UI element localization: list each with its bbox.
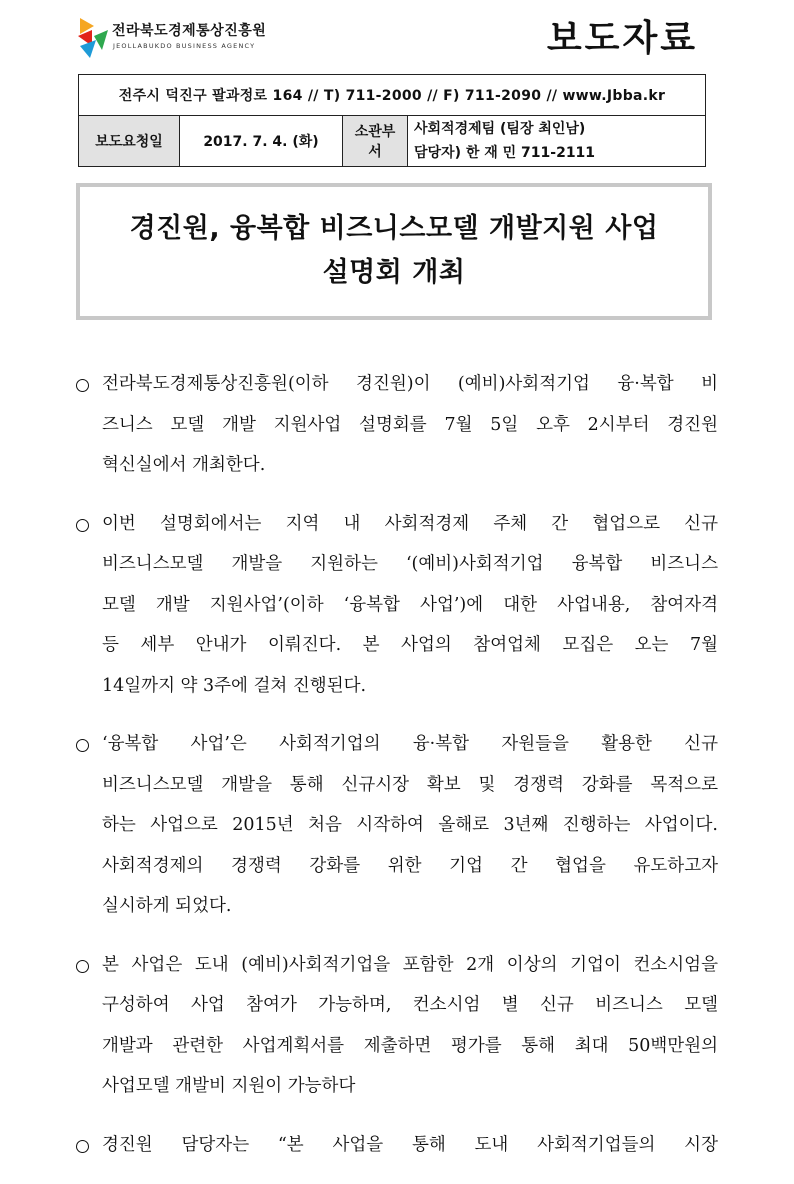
agency-address: 전주시 덕진구 팔과정로 164 // T) 711-2000 // F) 711-2090 // www.Jbba.kr [79, 75, 706, 116]
circle-bullet-icon [76, 504, 102, 707]
circle-bullet-icon [76, 1125, 102, 1167]
request-date: 2017. 7. 4. (화) [180, 116, 343, 167]
headline-box [76, 183, 712, 320]
paragraph-line: 등 세부 안내가 이뤄진다. 본 사업의 참여업체 모집은 오는 7월 [102, 635, 718, 655]
paragraph-line: 모델 개발 지원사업’(이하 ‘융복합 사업’)에 대한 사업내용, 참여자격 [102, 594, 718, 615]
circle-bullet-icon [76, 724, 102, 927]
paragraph-line: 본 사업은 도내 (예비)사회적기업을 포함한 2개 이상의 기업이 컨소시엄을 [102, 954, 718, 975]
paragraph-line: 이번 설명회에서는 지역 내 사회적경제 주체 간 협업으로 신규 [102, 513, 718, 534]
department-label: 소관부서 [343, 116, 408, 167]
paragraph-line: 실시하게 되었다. [102, 896, 232, 916]
paragraph-line: 전라북도경제통상진흥원(이하 경진원)이 (예비)사회적기업 융·복합 비 [102, 374, 718, 394]
article-body [76, 364, 718, 1184]
paragraph-line: 사회적경제의 경쟁력 강화를 위한 기업 간 협업을 유도하고자 [102, 855, 718, 876]
paragraph [76, 364, 718, 486]
paragraph-line: 사업모델 개발비 지원이 가능하다 [102, 1076, 356, 1096]
agency-name: 전라북도경제통상진흥원 [112, 23, 267, 39]
department-name: 사회적경제팀 (팀장 최인남) [414, 121, 586, 137]
headline-line-1: 경진원, 융복합 비즈니스모델 개발지원 사업 [129, 213, 659, 244]
paragraph [76, 1125, 718, 1167]
request-date-label: 보도요청일 [79, 116, 180, 167]
document-type-title: 보도자료 [546, 18, 698, 59]
paragraph-line: 하는 사업으로 2015년 처음 시작하여 올해로 3년째 진행하는 사업이다. [102, 815, 718, 835]
paragraph-line: 경진원 담당자는 “본 사업을 통해 도내 사회적기업들의 시장 [102, 1134, 718, 1155]
agency-name-english: JEOLLABUKDO BUSINESS AGENCY [113, 42, 256, 50]
circle-bullet-icon [76, 945, 102, 1107]
paragraph-line: 구성하여 사업 참여가 가능하며, 컨소시엄 별 신규 비즈니스 모델 [102, 995, 718, 1015]
paragraph [76, 724, 718, 927]
paragraph-line: ‘융복합 사업’은 사회적기업의 융·복합 자원들을 활용한 신규 [102, 734, 718, 754]
paragraph-line: 비즈니스모델 개발을 지원하는 ‘(예비)사회적기업 융복합 비즈니스 [102, 554, 718, 574]
headline-line-2: 설명회 개최 [322, 257, 466, 288]
paragraph-line: 14일까지 약 3주에 걸쳐 진행된다. [102, 675, 367, 696]
paragraph [76, 945, 718, 1107]
agency-logo [76, 16, 336, 64]
contact-person: 담당자) 한 재 민 711-2111 [414, 145, 596, 161]
paragraph [76, 504, 718, 707]
press-info-table [78, 74, 706, 167]
paragraph-line: 비즈니스모델 개발을 통해 신규시장 확보 및 경쟁력 강화를 목적으로 [102, 774, 718, 795]
agency-logo-icon [76, 16, 110, 62]
paragraph-line: 개발과 관련한 사업계획서를 제출하면 평가를 통해 최대 50백만원의 [102, 1035, 718, 1056]
headline [80, 207, 708, 295]
paragraph-line: 즈니스 모델 개발 지원사업 설명회를 7월 5일 오후 2시부터 경진원 [102, 414, 718, 435]
circle-bullet-icon [76, 364, 102, 486]
paragraph-line: 혁신실에서 개최한다. [102, 455, 266, 475]
department-contact [408, 116, 706, 167]
